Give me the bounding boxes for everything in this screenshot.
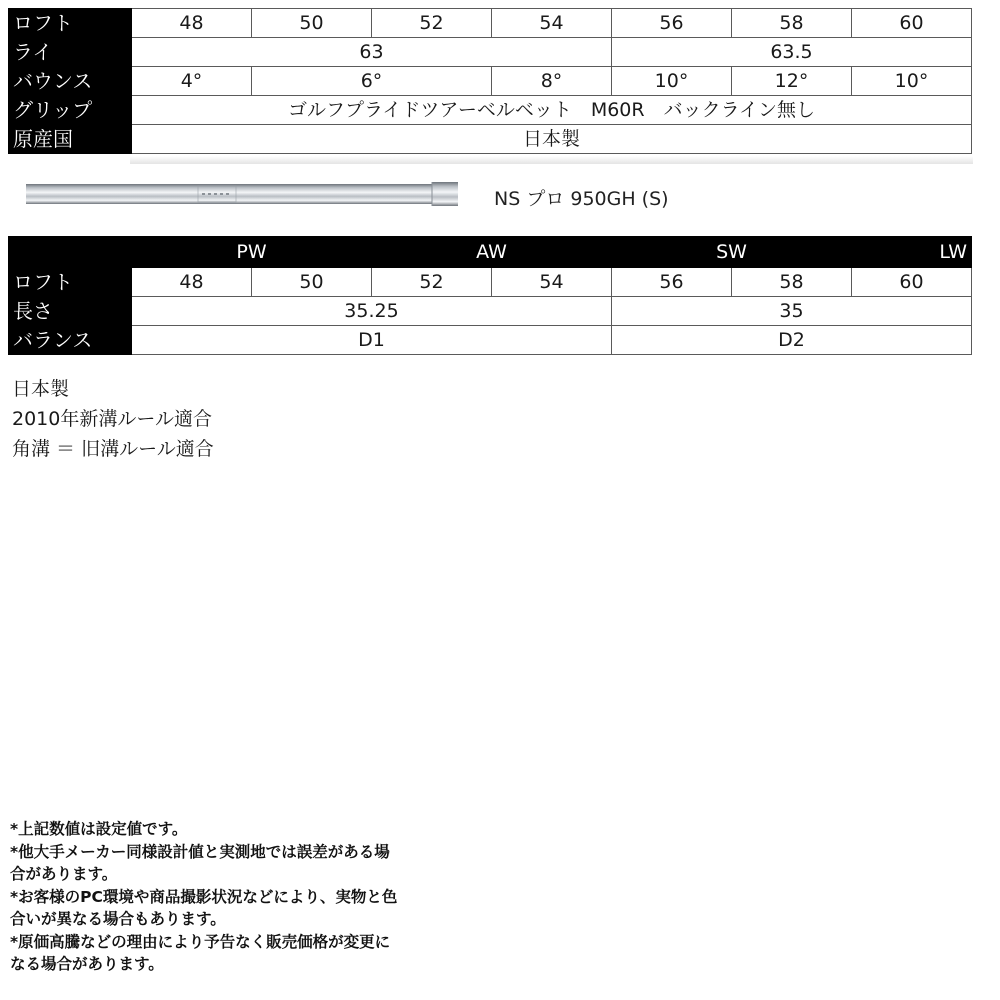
shaft-image [26, 178, 458, 210]
lie-value: 63 [132, 38, 612, 67]
balance-value: D2 [612, 326, 972, 355]
bounce-value: 4° [132, 67, 252, 96]
grip-row [9, 96, 972, 125]
grip-value: ゴルフプライドツアーベルベット M60R バックライン無し [132, 96, 972, 125]
bounce-label: バウンス [9, 67, 132, 96]
spec-table-head [8, 8, 972, 154]
loft-value: 48 [132, 9, 252, 38]
length-label: 長さ [9, 297, 132, 326]
loft-value: 50 [252, 9, 372, 38]
disclaimer-line: *上記数値は設定値です。 [10, 820, 188, 838]
note-line: 日本製 [12, 378, 70, 400]
bounce-value: 12° [732, 67, 852, 96]
loft-value: 58 [732, 9, 852, 38]
bounce-value: 10° [852, 67, 972, 96]
loft-value: 54 [492, 9, 612, 38]
loft-value: 56 [612, 268, 732, 297]
header-blank [9, 237, 132, 268]
loft-value: 52 [372, 268, 492, 297]
disclaimer-line: *お客様のPC環境や商品撮影状況などにより、実物と色 [10, 887, 398, 906]
club-header-pw: PW [132, 237, 372, 268]
length-value: 35 [612, 297, 972, 326]
note-line: 角溝 ＝ 旧溝ルール適合 [12, 438, 214, 460]
disclaimer [10, 818, 397, 976]
club-header-sw: SW [612, 237, 852, 268]
disclaimer-line: *他大手メーカー同様設計値と実測地では誤差がある場 [10, 842, 390, 861]
loft-label: ロフト [9, 268, 132, 297]
balance-label: バランス [9, 326, 132, 355]
shaft-illustration [26, 178, 458, 210]
length-value: 35.25 [132, 297, 612, 326]
disclaimer-line: なる場合があります。 [10, 955, 164, 973]
origin-label: 原産国 [9, 125, 132, 154]
disclaimer-line: 合いが異なる場合もあります。 [10, 910, 226, 928]
loft-value: 52 [372, 9, 492, 38]
loft-row [9, 9, 972, 38]
product-notes [12, 374, 214, 464]
table-bottom-shadow [130, 156, 973, 164]
shaft-butt [432, 182, 458, 206]
disclaimer-line: *原価高騰などの理由により予告なく販売価格が変更に [10, 932, 391, 951]
bounce-value: 10° [612, 67, 732, 96]
shaft-name: NS プロ 950GH (S) [494, 188, 669, 210]
loft-value: 60 [852, 9, 972, 38]
disclaimer-line: 合があります。 [10, 865, 118, 883]
length-row [9, 297, 972, 326]
bounce-value: 6° [252, 67, 492, 96]
club-header-row [9, 237, 972, 268]
loft-value: 58 [732, 268, 852, 297]
bounce-row [9, 67, 972, 96]
origin-row [9, 125, 972, 154]
loft-value: 56 [612, 9, 732, 38]
loft-value: 50 [252, 268, 372, 297]
balance-row [9, 326, 972, 355]
loft-value: 54 [492, 268, 612, 297]
origin-value: 日本製 [132, 125, 972, 154]
loft-value: 48 [132, 268, 252, 297]
lie-row [9, 38, 972, 67]
lie-value: 63.5 [612, 38, 972, 67]
spec-table-length [8, 236, 972, 355]
grip-label: グリップ [9, 96, 132, 125]
club-header-aw: AW [372, 237, 612, 268]
balance-value: D1 [132, 326, 612, 355]
loft-label: ロフト [9, 9, 132, 38]
note-line: 2010年新溝ルール適合 [12, 408, 212, 430]
lie-label: ライ [9, 38, 132, 67]
loft-value: 60 [852, 268, 972, 297]
loft-row [9, 268, 972, 297]
club-header-lw: LW [852, 237, 972, 268]
bounce-value: 8° [492, 67, 612, 96]
